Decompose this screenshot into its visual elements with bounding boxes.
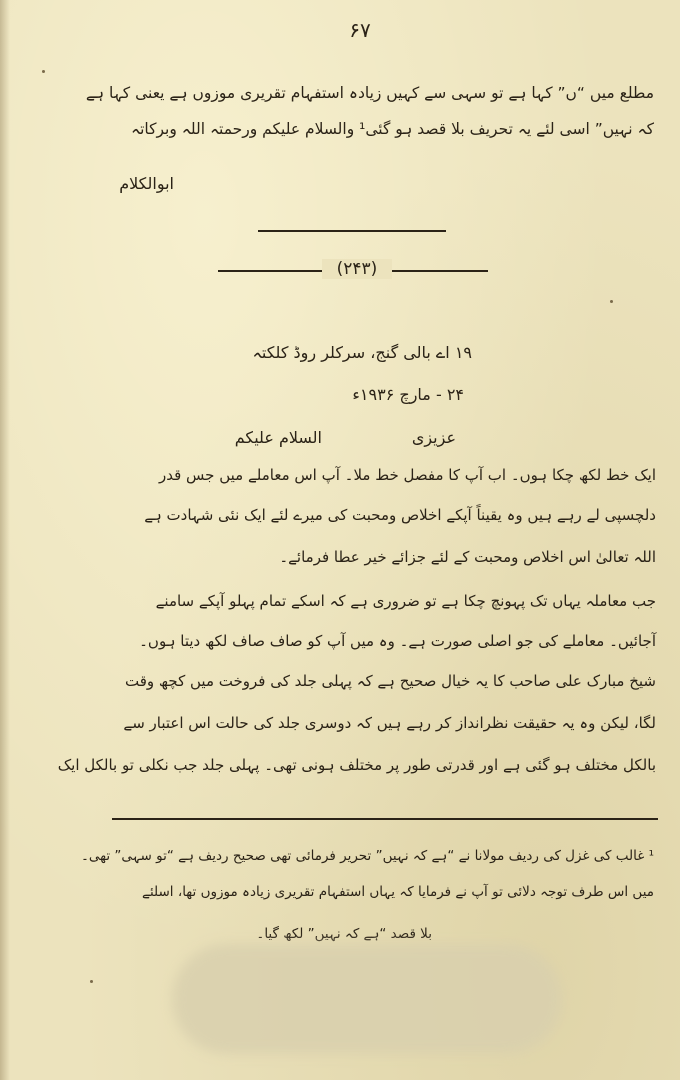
body-line: شیخ مبارک علی صاحب کا یہ خیال صحیح ہے کہ پہلی جلد کی فروخت میں کچھ وقت <box>125 672 656 690</box>
footnote-line: میں اس طرف توجہ دلائی تو آپ نے فرمایا کہ یہاں استفہام تقریری زیادہ موزوں تھا، اسلئے <box>142 884 654 900</box>
body-line: دلچسپی لے رہے ہیں وہ یقیناً آپکے اخلاص ومحبت کی میرے لئے ایک نئی شہادت ہے <box>144 506 656 524</box>
prev-letter-line-2: کہ نہیں” اسی لئے یہ تحریف بلا قصد ہو گئی¹ والسلام علیکم ورحمتہ اللہ وبرکاتہ <box>131 120 654 138</box>
body-line: بالکل مختلف ہو گئی ہے اور قدرتی طور پر مختلف ہونی تھی۔ پہلی جلد جب نکلی تو بالکل ایک <box>57 756 656 774</box>
body-line: لگا، لیکن وہ یہ حقیقت نظرانداز کر رہے ہیں کہ دوسری جلد کی حالت اس اعتبار سے <box>123 714 656 732</box>
footnote-rule <box>112 818 658 820</box>
signature: ابوالکلام <box>119 174 174 193</box>
body-line: جب معاملہ یہاں تک پہونچ چکا ہے تو ضروری ہے کہ اسکے تمام پہلو آپکے سامنے <box>155 592 656 610</box>
body-line: ایک خط لکھ چکا ہوں۔ اب آپ کا مفصل خط ملا۔ آپ اس معاملے میں جس قدر <box>159 466 656 484</box>
body-line: آجائیں۔ معاملے کی جو اصلی صورت ہے۔ وہ میں آپ کو صاف صاف لکھ دیتا ہوں۔ <box>139 632 656 650</box>
footnote-line: ¹ غالب کی غزل کی ردیف مولانا نے “ہے کہ نہیں” تحریر فرمائی تھی صحیح ردیف ہے “تو سہی” تھی۔ <box>80 848 654 864</box>
ink-stain <box>172 944 562 1054</box>
paper-speck <box>90 980 93 983</box>
sender-address: ۱۹ اے بالی گنج، سرکلر روڈ کلکتہ <box>252 343 472 362</box>
page-number: ۶۷ <box>349 18 371 42</box>
prev-letter-line-1: مطلع میں “ں” کہا ہے تو سہی سے کہیں زیادہ استفہام تقریری موزوں ہے یعنی کہا ہے <box>85 84 654 102</box>
letter-number: (۲۴۳) <box>322 259 392 279</box>
salutation-addressee: عزیزی <box>411 428 456 447</box>
footnote-line: بلا قصد “ہے کہ نہیں” لکھ گیا۔ <box>256 926 432 942</box>
letter-date: ۲۴ - مارچ ۱۹۳۶ء <box>352 385 464 404</box>
paper-speck <box>42 70 45 73</box>
section-divider <box>258 230 446 232</box>
salutation-greeting: السلام علیکم <box>234 428 322 447</box>
body-line: اللہ تعالیٰ اس اخلاص ومحبت کے لئے جزائے خیر عطا فرمائے۔ <box>279 548 656 566</box>
paper-speck <box>610 300 613 303</box>
page-edge-shadow <box>0 0 10 1080</box>
